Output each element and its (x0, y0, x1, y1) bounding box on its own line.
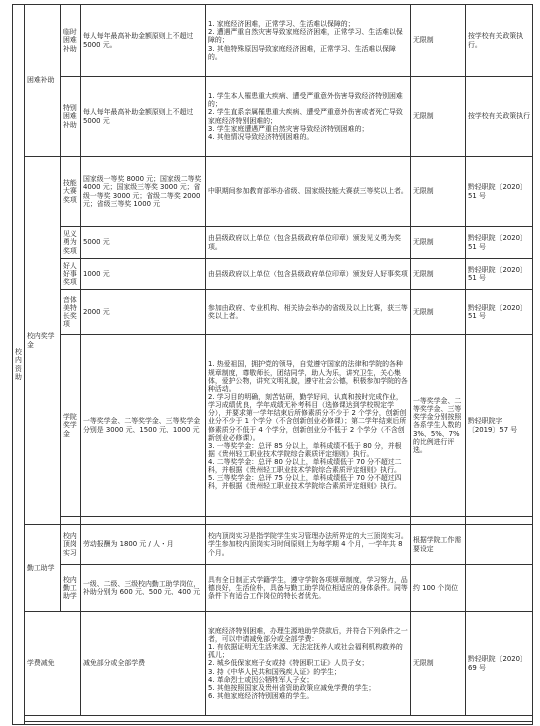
condition-line: 1. 热爱祖国，拥护党的领导，自觉遵守国家的法律和学院的各种规章制度，尊敬师长，团结同学，助人为乐，讲究卫生，关心集体，爱护公物，讲究文明礼貌，遵守社会公德，积极参加学院的各种活动。 (208, 360, 408, 393)
amount-cell: 国家级一等奖 8000 元；国家级二等奖 4000 元；国家级三等奖 3000 元；省级一等奖 3000 元；省级二等奖 2000 元；省级三等奖 1000 元 (81, 157, 206, 227)
conditions-cell: 校内顶岗实习是指学院学生实习管理办法所界定的大三顶岗实习。学生参加校内顶岗实习时间原则上为每学期 4 个月，一学年共 8 个月。 (206, 525, 411, 565)
limit-cell: 一等奖学金、二等奖学金、三等奖学金分别按照各系学生人数的 3%、5%、7% 的比例进行评选。 (411, 335, 466, 517)
condition-line: 家庭经济特别困难，办理生源地助学贷款后，并符合下列条件之一者，可以申请减免部分或全部学费： (208, 626, 408, 643)
spacer-cell (25, 722, 533, 725)
table-row (13, 335, 533, 517)
amount-cell: 减免部分或全部学费 (81, 612, 206, 716)
condition-line: 1. 家庭经济困难，正常学习、生活难以保障的； (208, 20, 355, 29)
item-name-cell: 音体美特长奖项 (61, 290, 81, 335)
basis-cell (466, 525, 533, 565)
conditions-cell: 中职期间参加教育部举办省级、国家级技能大赛获三等奖以上者。 (206, 157, 411, 227)
basis-cell: 黔轻职院〔2020〕51 号 (466, 227, 533, 259)
table-row (13, 565, 533, 612)
spacer-cell (466, 517, 533, 525)
basis-cell: 黔轻职院〔2020〕69 号 (466, 612, 533, 716)
conditions-cell (206, 77, 411, 157)
item-name-cell: 学院奖学金 (61, 335, 81, 517)
condition-line: 2. 学生直系亲属罹患重大疾病、遭受严重意外伤害或者死亡导致家庭经济特别困难的； (208, 108, 403, 125)
amount-cell: 每人每年最高补助金额原则上不超过 5000 元 (81, 77, 206, 157)
basis-cell: 按学校有关政策执行。 (466, 5, 533, 77)
amount-cell: 劳动报酬为 1800 元 / 人・月 (81, 525, 206, 565)
condition-line: 2. 学习目的明确，刻苦钻研，勤学好问，认真和按时完成作业，学习成绩优良，学年成绩无补考科目（选修课达到学校规定学分），并要求第一学年结束后所修素质分不少于 2 个学分，创新创业分不少于 1 个学分（不含创新创业必修课）；第二学年结束后所修素质分不低于 4 个学分，创新创业分不低于 2 个学分（不含创新创业必修课）。 (208, 392, 407, 442)
limit-cell: 无限制 (411, 227, 466, 259)
table-row (13, 157, 533, 227)
group-cell-jiangxue: 校内奖学金 (25, 157, 61, 525)
amount-cell: 一级、二级、三级校内勤工助学岗位，补助分别为 600 元、500 元、400 元 (81, 565, 206, 612)
item-name-cell: 校内顶岗实习 (61, 525, 81, 565)
limit-cell: 无限制 (411, 77, 466, 157)
group-cell-xuefei: 学费减免 (25, 612, 81, 716)
limit-cell: 根据学院工作需要设定 (411, 525, 466, 565)
table-row (13, 525, 533, 565)
condition-line: 2. 城乡低保家庭子女或持《特困职工证》人员子女； (208, 659, 369, 668)
condition-line: 4. 革命烈士或因公牺牲军人子女； (208, 675, 314, 684)
amount-cell: 2000 元 (81, 290, 206, 335)
limit-cell: 无限制 (411, 157, 466, 227)
condition-line: 3. 持《中华人民共和国残疾人证》的学生； (208, 667, 341, 676)
amount-cell: 每人每年最高补助金额原则上不超过 5000 元。 (81, 5, 206, 77)
condition-line: 5. 三等奖学金：总评 75 分以上，单科成绩低于 70 分不超过四科，并根据《贵州轻工职业技术学院综合素质评定细则》执行。 (208, 474, 402, 491)
basis-cell: 黔轻职院〔2020〕51 号 (466, 259, 533, 290)
category-cell: 校内资助 (13, 5, 25, 725)
conditions-cell: 参加由政府、专业机构、相关协会举办的省级及以上比赛，获三等奖以上者。 (206, 290, 411, 335)
condition-line: 3. 其他特殊原因导致家庭经济困难，正常学习、生活难以保障的。 (208, 44, 396, 61)
basis-cell: 黔轻职院字〔2019〕57 号 (466, 335, 533, 517)
basis-cell (466, 565, 533, 612)
amount-cell: 1000 元 (81, 259, 206, 290)
item-name-cell: 见义勇为奖项 (61, 227, 81, 259)
aid-policy-table (12, 4, 533, 725)
condition-line: 6. 其他家庭经济特别困难的学生。 (208, 691, 314, 700)
condition-line: 4. 二等奖学金：总评 80 分以上，单科成绩低于 70 分不超过二科，并根据《贵州轻工职业技术学院综合素质评定细则》执行。 (208, 458, 402, 475)
condition-line: 4. 其他情况导致经济特别困难的。 (208, 132, 314, 141)
spacer-cell (81, 517, 206, 525)
condition-line: 3. 学生家庭遭遇严重自然灾害导致经济特别困难的； (208, 124, 369, 133)
condition-line: 1. 有依据证明无生活来源、无法定抚养人或社会福利机构救养的孤儿； (208, 643, 403, 660)
basis-cell: 黔轻职院〔2020〕51 号 (466, 290, 533, 335)
condition-line: 5. 其他按照国家及贵州省资助政策应减免学费的学生； (208, 683, 376, 692)
conditions-cell: 具有全日制正式学籍学生，遵守学院各项规章制度，学习努力，品德良好，生活俭朴，具备与勤工助学岗位相适应的身体条件。同等条件下有适合工作岗位的特长者优先。 (206, 565, 411, 612)
basis-cell: 黔轻职院〔2020〕51 号 (466, 157, 533, 227)
condition-line: 3. 一等奖学金：总评 85 分以上，单科成绩不低于 80 分，并根据《贵州轻工职业技术学院综合素质评定细则》执行。 (208, 441, 402, 458)
table-row (13, 259, 533, 290)
item-name-cell: 技能大赛奖项 (61, 157, 81, 227)
spacer-cell (61, 517, 81, 525)
table-row (13, 517, 533, 525)
condition-line: 1. 学生本人罹患重大疾病、遭受严重意外伤害导致经济特别困难的； (208, 92, 403, 109)
item-name-cell: 临时困难补助 (61, 5, 81, 77)
amount-cell: 5000 元 (81, 227, 206, 259)
limit-cell: 无限制 (411, 5, 466, 77)
group-cell-qingong: 勤工助学 (25, 525, 61, 612)
table-row (13, 227, 533, 259)
condition-line: 2. 遭遇严重自然灾害导致家庭经济困难，正常学习、生活难以保障的； (208, 28, 403, 45)
table-row (13, 722, 533, 725)
limit-cell: 无限制 (411, 290, 466, 335)
spacer-cell (411, 517, 466, 525)
limit-cell: 无限制 (411, 259, 466, 290)
group-cell-kunnan: 困难补助 (25, 5, 61, 157)
conditions-cell: 由县级政府以上单位（包含县级政府单位印章）颁发见义勇为奖项。 (206, 227, 411, 259)
conditions-cell (206, 5, 411, 77)
limit-cell: 约 100 个岗位 (411, 565, 466, 612)
basis-cell: 按学校有关政策执行 (466, 77, 533, 157)
amount-cell: 一等奖学金、二等奖学金、三等奖学金分别是 3000 元、1500 元、1000 元 (81, 335, 206, 517)
conditions-cell (206, 335, 411, 517)
table-row (13, 77, 533, 157)
table-row (13, 290, 533, 335)
spacer-cell (206, 517, 411, 525)
item-name-cell: 好人好事奖项 (61, 259, 81, 290)
item-name-cell: 特别困难补助 (61, 77, 81, 157)
item-name-cell: 校内勤工助学 (61, 565, 81, 612)
conditions-cell (206, 612, 411, 716)
table-row (13, 612, 533, 716)
limit-cell: 无限制 (411, 612, 466, 716)
conditions-cell: 由县级政府以上单位（包含县级政府单位印章）颁发好人好事奖项 (206, 259, 411, 290)
table-row (13, 5, 533, 77)
